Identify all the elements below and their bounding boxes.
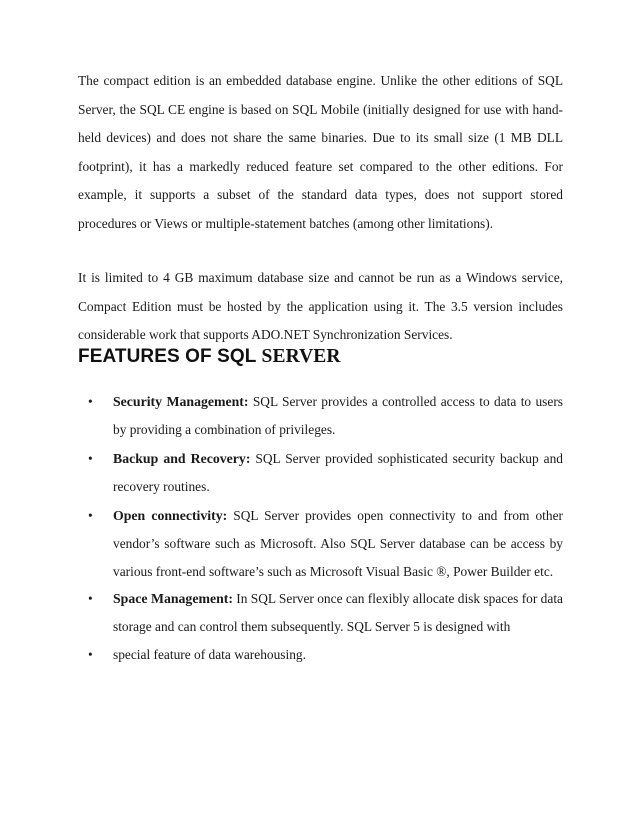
feature-title: Open connectivity: xyxy=(113,508,228,523)
feature-description: In SQL Server once can flexibly allocate disk spaces for data storage and can control them subsequently. SQL Server 5 is designed with xyxy=(113,591,563,634)
bullet-icon: • xyxy=(88,591,93,606)
bullet-icon: • xyxy=(88,647,93,662)
feature-description: SQL Server provides open connectivity to and from other vendor’s software such as Microsoft. Also SQL Server database can be access by various front-end software’s such as Microsoft Visual Basic ®, Power Builder etc. xyxy=(113,508,563,579)
feature-title: Security Management: xyxy=(113,394,249,409)
bullet-icon: • xyxy=(88,394,93,409)
feature-description: SQL Server provided sophisticated security backup and recovery routines. xyxy=(113,451,563,494)
feature-title: Backup and Recovery: xyxy=(113,451,251,466)
feature-text xyxy=(113,585,563,641)
feature-description: SQL Server provides a controlled access to data to users by providing a combination of privileges. xyxy=(113,394,563,437)
feature-text xyxy=(113,445,563,501)
heading-part-2: SERVER xyxy=(261,346,341,367)
bullet-icon: • xyxy=(88,451,93,466)
heading-part-1: FEATURES OF SQL xyxy=(78,346,262,367)
paragraph-compact-edition: The compact edition is an embedded database engine. Unlike the other editions of SQL Server, the SQL CE engine is based on SQL Mobile (initially designed for use with hand-held devices) and does not share the same binaries. Due to its small size (1 MB DLL footprint), it has a markedly reduced feature set compared to the other editions. For example, it supports a subset of the standard data types, does not support stored procedures or Views or multiple-statement batches (among other limitations). xyxy=(78,73,563,231)
bullet-icon: • xyxy=(88,508,93,523)
paragraph-limitations: It is limited to 4 GB maximum database size and cannot be run as a Windows service, Compact Edition must be hosted by the application using it. The 3.5 version includes considerable work that supports ADO.NET Synchronization Services. xyxy=(78,270,563,343)
section-heading xyxy=(78,344,341,370)
feature-description: special feature of data warehousing. xyxy=(113,647,306,662)
feature-text xyxy=(113,502,563,586)
feature-title: Space Management: xyxy=(113,591,233,606)
feature-text xyxy=(113,388,563,444)
feature-text xyxy=(113,641,563,669)
